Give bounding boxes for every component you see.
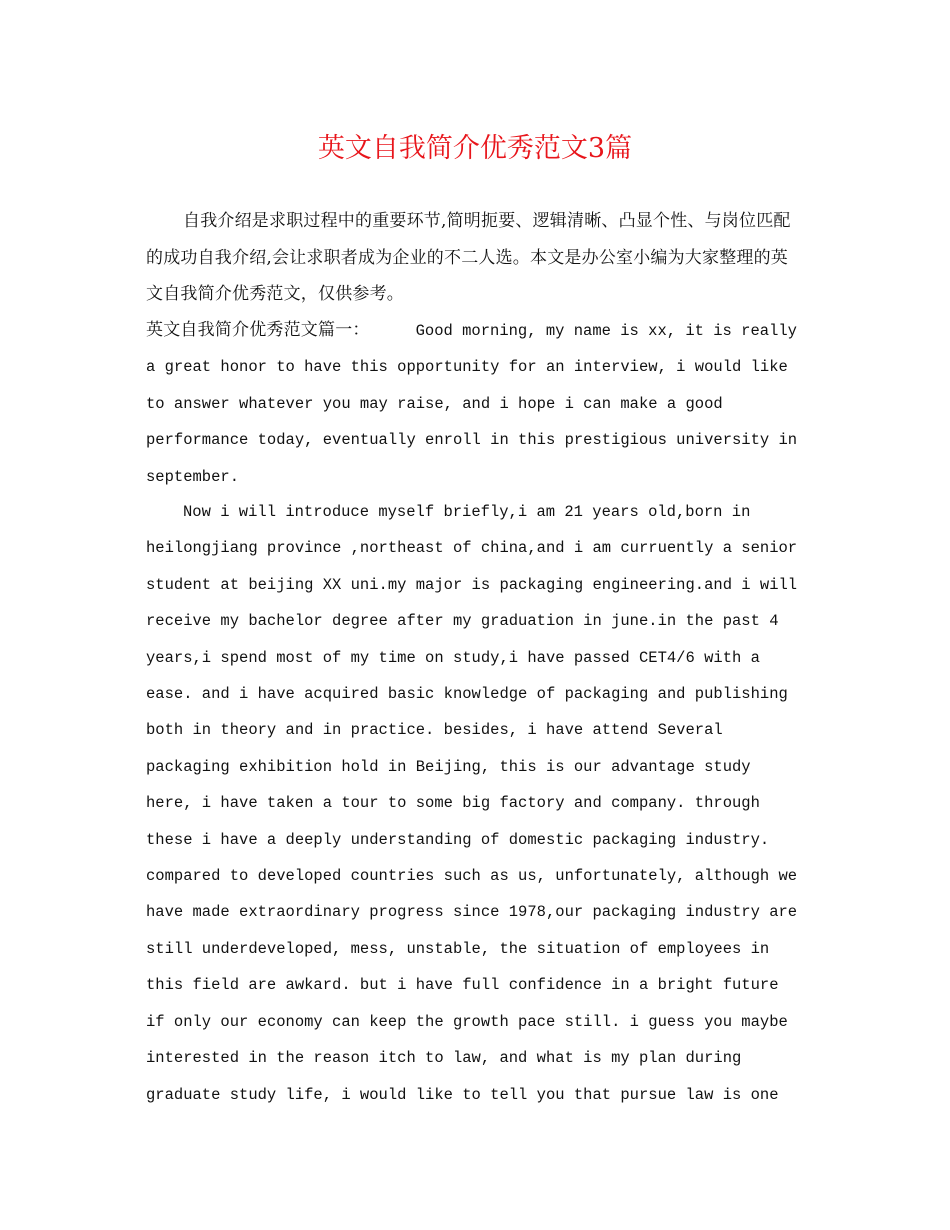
sample-opening-text: Good morning, my name is xx, it is really a great honor to have this opportunity for an interview, i would like to answer whatever you may raise, and i hope i can make a good performance today, eventually enroll in this prestigious university in september.: [146, 322, 798, 486]
body-paragraph: Now i will introduce myself briefly,i am 21 years old,born in heilongjiang province ,northeast of china,and i am curruently a senior student at beijing XX uni.my major is packaging engineering.and i will receive my bachelor degree after my graduation in june.in the past 4 years,i spend most of my time on study,i have passed CET4/6 with a ease. and i have acquired basic knowledge of packaging and publishing both in theory and in practice. besides, i have attend Several packaging exhibition hold in Beijing, this is our advantage study here, i have taken a tour to some big factory and company. through these i have a deeply understanding of domestic packaging industry. compared to developed countries such as us, unfortunately, although we have made extraordinary progress since 1978,our packaging industry are still underdeveloped, mess, unstable, the situation of employees in this field are awkard. but i have full confidence in a bright future if only our economy can keep the growth pace still. i guess you maybe interested in the reason itch to law, and what is my plan during graduate study life, i would like to tell you that pursue law is one: [146, 503, 798, 1104]
document-title: 英文自我简介优秀范文3篇: [317, 133, 633, 164]
intro-paragraph: 自我介绍是求职过程中的重要环节,简明扼要、逻辑清晰、凸显个性、与岗位匹配的成功自我介绍,会让求职者成为企业的不二人选。本文是办公室小编为大家整理的英文自我简介优秀范文，仅供参考。: [146, 211, 791, 304]
sample-one-paragraph: [146, 312, 806, 495]
sample-heading: 英文自我简介优秀范文篇一：: [146, 320, 370, 340]
